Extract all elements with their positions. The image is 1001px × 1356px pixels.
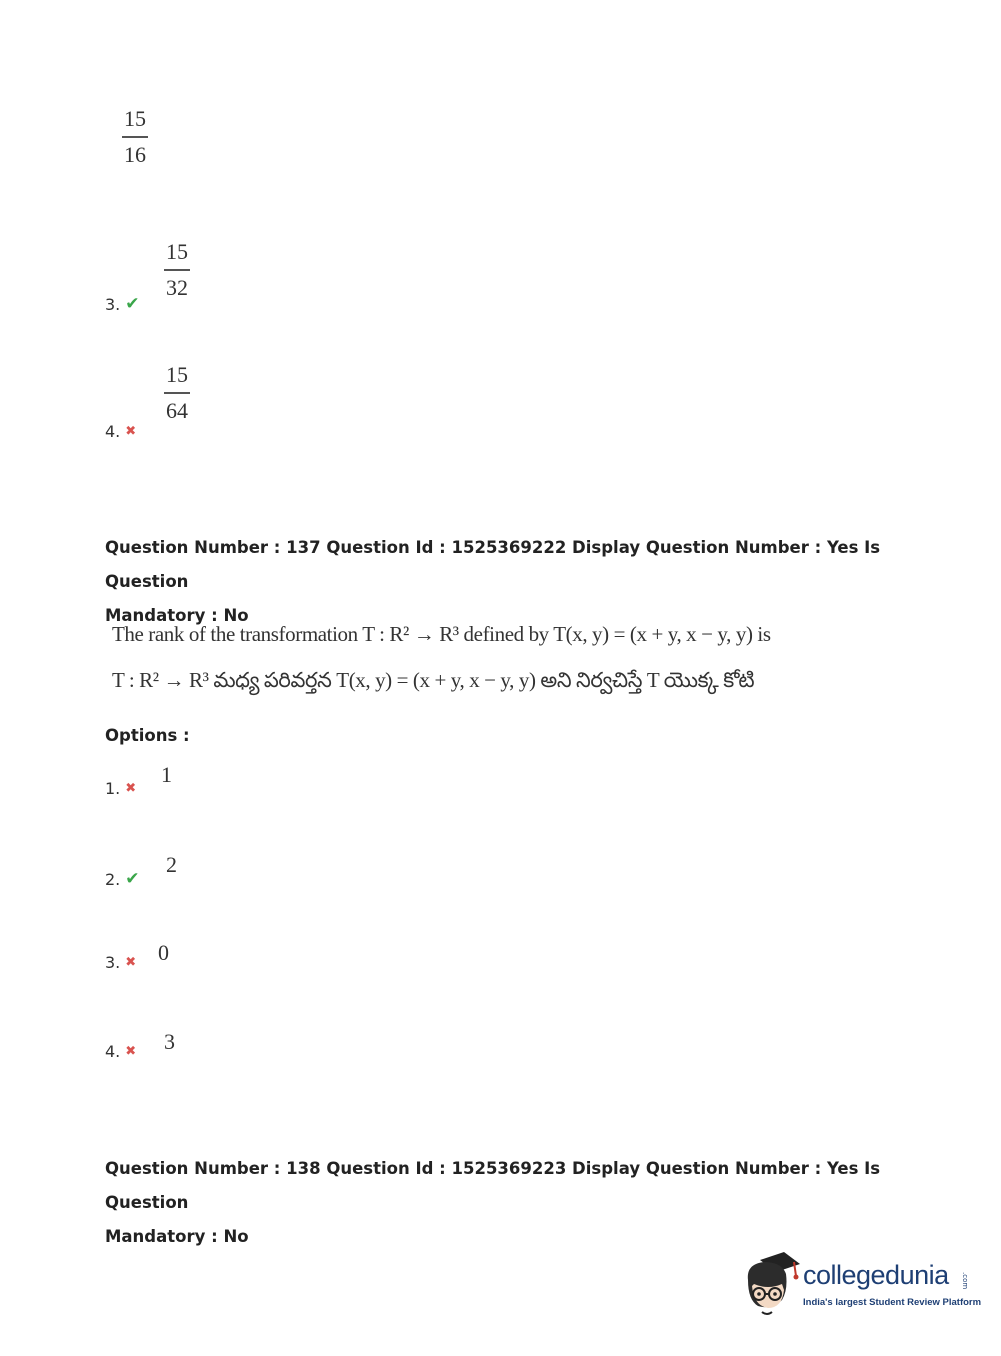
fraction-bar: [164, 392, 190, 394]
header-line-1: Question Number : 137 Question Id : 1525369222 Display Question Number : Yes Is Question: [105, 538, 881, 591]
header-line-1: Question Number : 138 Question Id : 1525369223 Display Question Number : Yes Is Question: [105, 1159, 881, 1212]
denominator: 32: [166, 274, 188, 300]
denominator: 64: [166, 397, 188, 423]
numerator: 15: [124, 106, 146, 131]
fraction-bar: [164, 269, 190, 271]
option-number: 3.: [105, 294, 121, 314]
option-1-marker: [105, 779, 136, 798]
denominator: 16: [124, 141, 146, 167]
cross-icon: ✖: [125, 781, 137, 796]
option-fraction-15-64: [164, 364, 190, 422]
check-icon: ✔: [125, 869, 140, 889]
question-text-telugu: T : R² → R³ మధ్య పరివర్తన T(x, y) = (x + y, x − y, y) అని నిర్వచిస్తే T యొక్క కోటి: [112, 668, 755, 692]
option-fraction-15-16: [122, 108, 148, 166]
option-1-value: 1: [161, 762, 172, 787]
option-number: 4.: [105, 1042, 121, 1061]
option-4-marker: [105, 1042, 136, 1061]
header-line-2: Mandatory : No: [105, 606, 249, 625]
cross-icon: ✖: [125, 1044, 137, 1059]
option-4-marker: [105, 422, 136, 441]
option-3-marker: [105, 953, 136, 972]
collegedunia-logo: [742, 1250, 982, 1320]
question-138-header: [105, 1152, 925, 1254]
option-2-marker: [105, 869, 140, 889]
option-4-value: 3: [164, 1029, 175, 1054]
cross-icon: ✖: [125, 424, 137, 439]
numerator: 15: [166, 239, 188, 264]
numerator: 15: [166, 362, 188, 387]
option-number: 4.: [105, 422, 121, 441]
option-3-value: 0: [158, 940, 169, 965]
header-line-2: Mandatory : No: [105, 1227, 249, 1246]
question-text-english: The rank of the transformation T : R² → R³ defined by T(x, y) = (x + y, x − y, y) is: [112, 622, 771, 646]
logo-tagline: India's largest Student Review Platform: [803, 1297, 982, 1308]
option-fraction-15-32: [164, 241, 190, 299]
question-137-header: [105, 531, 925, 633]
fraction-bar: [122, 136, 148, 138]
mascot-icon: [742, 1250, 802, 1320]
option-number: 1.: [105, 779, 121, 798]
option-number: 3.: [105, 953, 121, 972]
logo-wordmark: collegedunia: [803, 1260, 949, 1290]
cross-icon: ✖: [125, 955, 137, 970]
option-3-marker: [105, 294, 140, 314]
option-number: 2.: [105, 869, 121, 889]
option-2-value: 2: [166, 852, 177, 877]
options-label: Options :: [105, 726, 190, 745]
logo-suffix: .com: [961, 1272, 969, 1290]
check-icon: ✔: [125, 294, 140, 314]
